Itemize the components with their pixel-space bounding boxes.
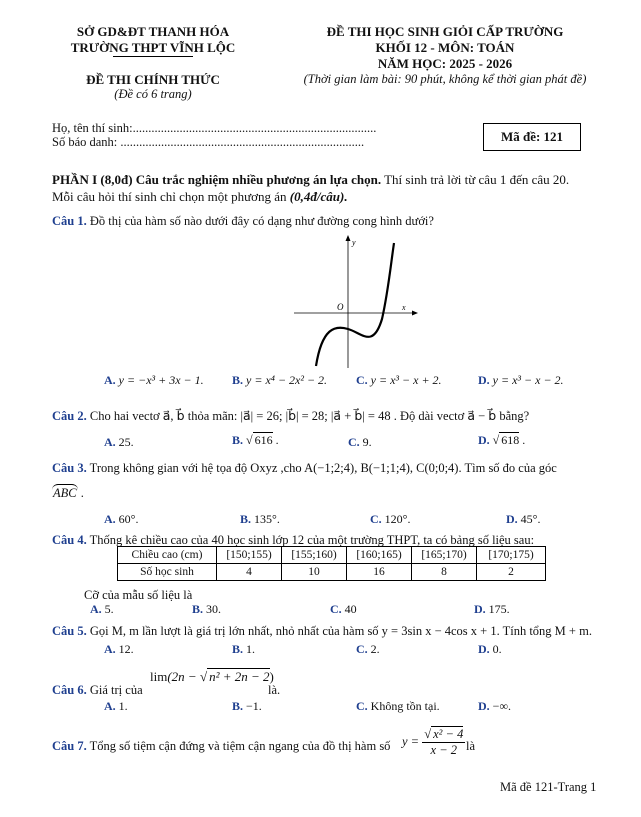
question-6 — [52, 683, 143, 698]
pages-note: (Đề có 6 trang) — [114, 87, 192, 101]
q4-option-d[interactable]: D. 175. — [474, 602, 510, 616]
question-7 — [52, 739, 390, 754]
y-axis-label: y — [352, 238, 356, 247]
official-label: ĐỀ THI CHÍNH THỨC — [86, 72, 220, 87]
q1-option-d[interactable]: D. y = x³ − x − 2. — [478, 373, 564, 387]
table-header-row — [118, 547, 546, 564]
grade-subject: KHỐI 12 - MÔN: TOÁN — [375, 40, 515, 55]
student-name-label: Họ, tên thí sinh: — [52, 121, 133, 135]
x-axis-arrow — [412, 311, 418, 316]
table-cell: 16 — [347, 564, 412, 581]
q4-option-a[interactable]: A. 5. — [90, 602, 114, 616]
header-divider — [113, 56, 193, 57]
question-5-text: Gọi M, m lần lượt là giá trị lớn nhất, nhỏ nhất của hàm số y = 3sin x − 4cos x + 1. Tính tổng M + m. — [86, 624, 592, 638]
table-header-cell: [155;160) — [282, 547, 347, 564]
function-graph — [290, 233, 420, 368]
question-1 — [52, 214, 434, 229]
q2-option-b[interactable]: B. √ 616 . — [232, 433, 279, 447]
angle-abc: ABC . — [53, 486, 84, 500]
fraction: $\frac{\text{√ x² − 4}}{x - 2}$ — [424, 727, 464, 757]
origin-label: O — [337, 302, 344, 312]
q1-option-c[interactable]: C. y = x³ − x + 2. — [356, 373, 442, 387]
table-header-cell: [170;175) — [477, 547, 546, 564]
table-cell: 2 — [477, 564, 546, 581]
q4-option-c[interactable]: C. 40 — [330, 602, 357, 616]
q2-option-d[interactable]: D. √ 618 . — [478, 433, 526, 447]
q3-option-b[interactable]: B. 135°. — [240, 512, 280, 526]
question-2-text: Cho hai vectơ a⃗, b⃗ thỏa mãn: |a⃗| = 26; |b⃗| = 28; |a⃗ + b⃗| = 48 . Độ dài vectơ a⃗ − b⃗ bằng? — [86, 409, 530, 423]
part1-points: (0,4đ/câu). — [286, 189, 348, 204]
student-name-row — [52, 121, 376, 136]
q4-option-b[interactable]: B. 30. — [192, 602, 222, 616]
q1-option-b[interactable]: B. y = x⁴ − 2x² − 2. — [232, 373, 328, 387]
exam-time: (Thời gian làm bài: 90 phút, không kể thời gian phát đề) — [303, 72, 587, 86]
question-3 — [52, 461, 557, 476]
table-cell: 10 — [282, 564, 347, 581]
page-footer: Mã đề 121-Trang 1 — [500, 780, 597, 794]
question-3-label: Câu 3. — [52, 461, 87, 475]
dept-name: SỞ GD&ĐT THANH HÓA — [76, 24, 230, 39]
q6-option-b[interactable]: B. −1. — [232, 699, 262, 713]
question-2 — [52, 408, 529, 424]
student-id-row — [52, 135, 364, 150]
student-id-field[interactable]: .............................................................................. — [120, 135, 365, 149]
q1-option-a[interactable]: A. y = −x³ + 3x − 1. — [104, 373, 204, 387]
part1-desc2: Mỗi câu hỏi thí sinh chỉ chọn một phương án — [52, 189, 287, 204]
table-row — [118, 564, 546, 581]
question-7-tail: là — [466, 739, 476, 753]
question-1-label: Câu 1. — [52, 214, 87, 228]
school-name: TRƯỜNG THPT VĨNH LỘC — [70, 40, 236, 55]
question-7-label: Câu 7. — [52, 739, 87, 753]
table-cell: 4 — [217, 564, 282, 581]
question-5-label: Câu 5. — [52, 624, 87, 638]
q3-option-c[interactable]: C. 120°. — [370, 512, 411, 526]
q2-option-a[interactable]: A. 25. — [104, 435, 134, 449]
function-curve — [316, 243, 394, 366]
q5-option-b[interactable]: B. 1. — [232, 642, 256, 656]
question-6-label: Câu 6. — [52, 683, 87, 697]
question-4-after: Cỡ của mẫu số liệu là — [84, 588, 193, 602]
limit-expression: lim(2n − √ n² + 2n − 2) — [150, 669, 274, 684]
table-header-cell: [160;165) — [347, 547, 412, 564]
q6-option-a[interactable]: A. 1. — [104, 699, 128, 713]
student-id-label: Số báo danh: — [52, 135, 121, 149]
part1-desc: Thí sinh trả lời từ câu 1 đến câu 20. — [381, 172, 570, 187]
y-axis-arrow — [346, 235, 351, 241]
q3-option-a[interactable]: A. 60°. — [104, 512, 139, 526]
part1-title: PHẦN I (8,0đ) Câu trắc nghiệm nhiều phương án lựa chọn. — [52, 172, 382, 187]
q5-option-d[interactable]: D. 0. — [478, 642, 502, 656]
part1-instructions — [52, 171, 612, 205]
q3-option-d[interactable]: D. 45°. — [506, 512, 541, 526]
question-4-label: Câu 4. — [52, 533, 87, 547]
table-header-cell: [165;170) — [412, 547, 477, 564]
question-2-label: Câu 2. — [52, 409, 87, 423]
exam-code-box: Mã đề: 121 — [483, 123, 581, 151]
x-axis-label: x — [402, 303, 406, 312]
exam-title: ĐỀ THI HỌC SINH GIỎI CẤP TRƯỜNG — [326, 24, 564, 39]
question-6-text: Giá trị của — [86, 683, 143, 697]
question-7-text: Tổng số tiệm cận đứng và tiệm cận ngang của đồ thị hàm số — [86, 739, 391, 753]
question-5 — [52, 624, 592, 639]
q6-option-d[interactable]: D. −∞. — [478, 699, 511, 713]
q6-option-c[interactable]: C. Không tồn tại. — [356, 699, 440, 713]
question-6-tail: là. — [268, 683, 281, 697]
q5-option-c[interactable]: C. 2. — [356, 642, 380, 656]
function-expression: y = $\frac{\text{√ x² − 4}}{x - 2}$ — [402, 727, 464, 757]
school-year: NĂM HỌC: 2025 - 2026 — [377, 56, 513, 71]
question-1-text: Đồ thị của hàm số nào dưới đây có dạng như đường cong hình dưới? — [86, 214, 434, 228]
height-table — [117, 546, 546, 581]
question-3-text: Trong không gian với hệ tọa độ Oxyz ,cho A(−1;2;4), B(−1;1;4), C(0;0;4). Tìm số đo của góc — [86, 461, 557, 475]
q5-option-a[interactable]: A. 12. — [104, 642, 134, 656]
table-header-cell: [150;155) — [217, 547, 282, 564]
student-name-field[interactable]: .............................................................................. — [132, 121, 377, 135]
question-4-text: Thống kê chiều cao của 40 học sinh lớp 12 của một trường THPT, ta có bảng số liệu sau: — [86, 533, 535, 547]
table-header-cell: Chiều cao (cm) — [118, 547, 217, 564]
table-cell: 8 — [412, 564, 477, 581]
q2-option-c[interactable]: C. 9. — [348, 435, 372, 449]
table-row-label: Số học sinh — [118, 564, 217, 581]
